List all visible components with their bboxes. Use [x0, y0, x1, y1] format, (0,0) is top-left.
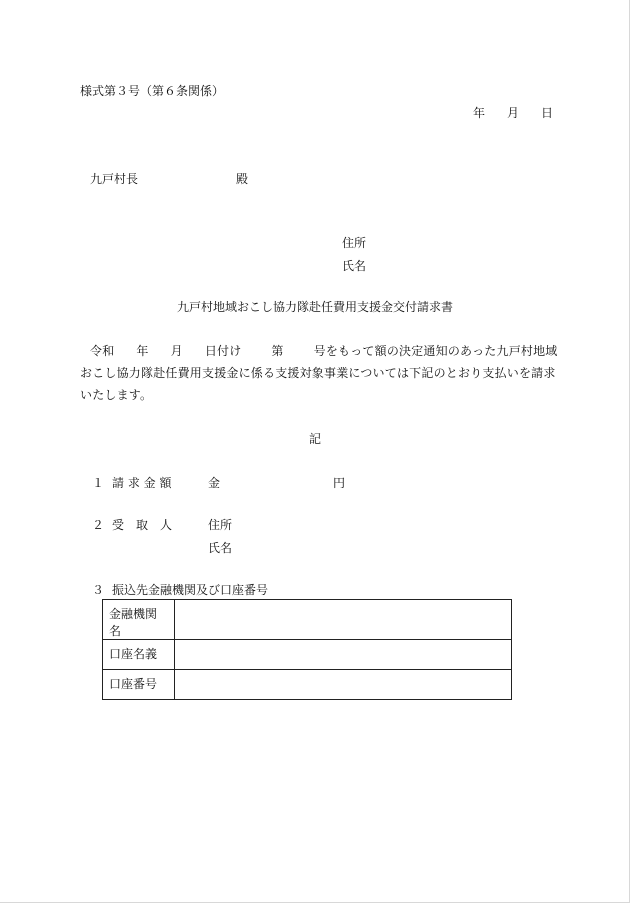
date-year-label: 年	[473, 106, 486, 120]
table-row	[103, 670, 512, 700]
item1-number: １	[92, 476, 105, 490]
item2-name-label: 氏名	[208, 541, 233, 555]
item3-label: 振込先金融機関及び口座番号	[112, 583, 269, 597]
body-dai: 第	[271, 344, 284, 358]
account-number-value	[175, 670, 512, 700]
account-holder-label: 口座名義	[103, 640, 175, 670]
item2-number: ２	[92, 518, 105, 532]
table-row	[103, 640, 512, 670]
date-month-label: 月	[507, 106, 520, 120]
body-text-rest: おこし協力隊赴任費用支援金に係る支援対象事業については下記のとおり支払いを請求いたします。	[80, 366, 556, 402]
bank-account-table	[102, 599, 512, 700]
addressee-honorific: 殿	[236, 172, 249, 186]
addressee-name: 九戸村長	[90, 172, 139, 186]
account-number-label: 口座番号	[103, 670, 175, 700]
item1-label: 請 求 金 額	[112, 476, 172, 490]
body-month: 月	[170, 344, 183, 358]
body-line1-rest: 号をもって額の決定通知のあった九戸村地域	[313, 344, 558, 358]
table-row	[103, 600, 512, 640]
item3-number: ３	[92, 583, 105, 597]
bank-name-label: 金融機関名	[103, 600, 175, 640]
body-year: 年	[136, 344, 149, 358]
item2-label: 受 取 人	[112, 518, 173, 532]
applicant-address-label: 住所	[342, 236, 367, 250]
applicant-name-label: 氏名	[342, 259, 367, 273]
date-day-label: 日	[541, 106, 554, 120]
item1-prefix: 金	[208, 476, 221, 490]
form-number: 様式第３号（第６条関係）	[80, 84, 225, 98]
request-body-text	[80, 340, 560, 406]
item1-unit: 円	[333, 476, 346, 490]
account-holder-value	[175, 640, 512, 670]
body-era: 令和	[90, 344, 115, 358]
document-title: 九戸村地域おこし協力隊赴任費用支援金交付請求書	[176, 300, 453, 314]
bank-name-value	[175, 600, 512, 640]
item2-address-label: 住所	[208, 518, 233, 532]
ki-heading: 記	[308, 432, 321, 446]
body-day-suffix: 日付け	[204, 344, 242, 358]
